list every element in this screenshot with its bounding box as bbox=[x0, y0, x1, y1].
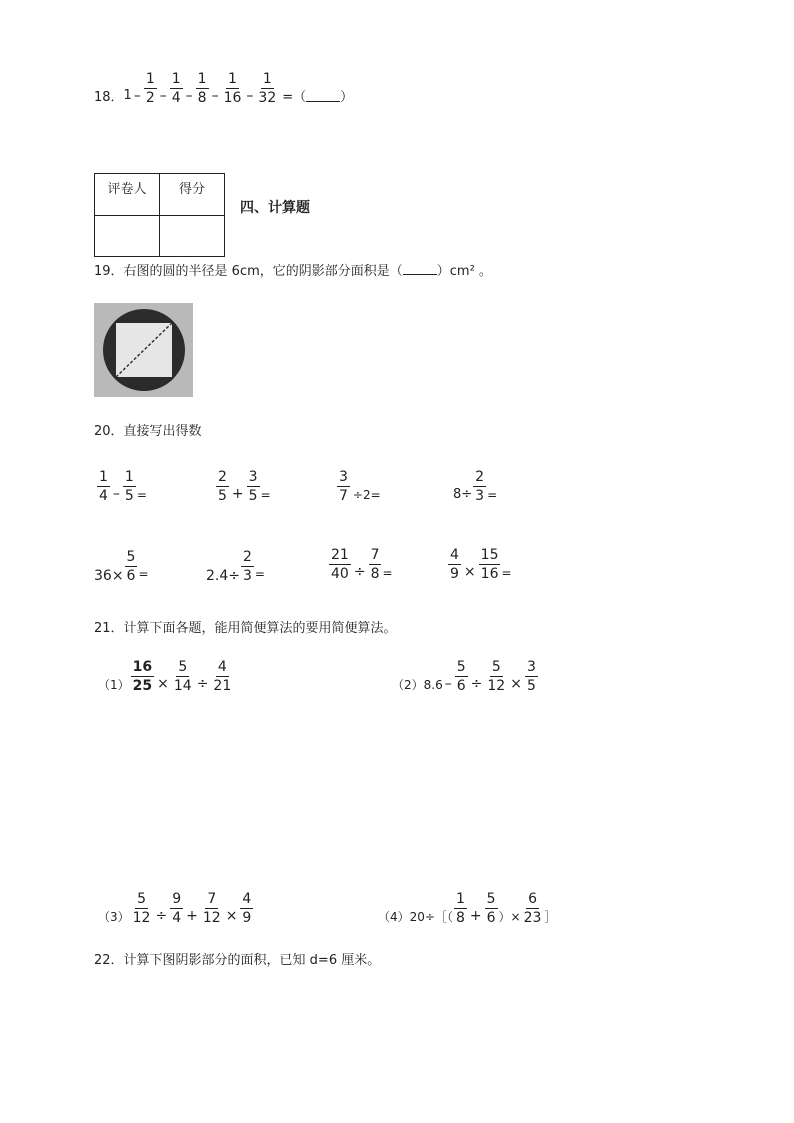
q20-item-1: $\frac{1}{4}$ – $\frac{1}{5}$ = bbox=[99, 469, 147, 504]
q20-item-7: $\frac{21}{40}$ ÷ $\frac{7}{8}$ = bbox=[331, 547, 393, 582]
q20-title: 20．直接写出得数 bbox=[94, 424, 202, 439]
q21-title: 21．计算下面各题，能用简便算法的要用简便算法。 bbox=[94, 621, 397, 636]
q19-figure bbox=[94, 303, 193, 397]
q18-tail: =（ bbox=[282, 90, 307, 105]
circle-square-figure bbox=[94, 303, 193, 397]
q18-number: 18． bbox=[94, 90, 124, 105]
grader-table bbox=[94, 173, 225, 257]
q20-item-5: 36× $\frac{5}{6}$ = bbox=[94, 548, 149, 584]
q20-item-4: 8÷ $\frac{2}{3}$ = bbox=[453, 469, 498, 504]
q19-question: 19．右图的圆的半径是 6cm，它的阴影部分面积是（ ）cm² 。 bbox=[94, 264, 492, 279]
q22-question: 22．计算下图阴影部分的面积，已知 d=6 厘米。 bbox=[94, 953, 381, 968]
grader-header-score: 得分 bbox=[160, 174, 225, 216]
q18-frac-2: $\frac{1}{4}$ bbox=[171, 71, 181, 106]
section4-title: 四、计算题 bbox=[240, 200, 310, 216]
grader-cell-score[interactable] bbox=[160, 216, 225, 257]
q18-frac-5: $\frac{1}{32}$ bbox=[258, 71, 277, 106]
q18-frac-1: $\frac{1}{2}$ bbox=[145, 71, 155, 106]
q18-lead: 1 bbox=[123, 88, 132, 103]
q18-answer-blank[interactable] bbox=[306, 89, 340, 102]
q18-minus: – bbox=[133, 87, 141, 104]
q20-item-8: $\frac{4}{9}$ × $\frac{15}{16}$ = bbox=[450, 547, 512, 582]
q21-part-4: （4）20÷［（ $\frac{1}{8}$ + $\frac{5}{6}$ ）× $\frac{6}{23}$ ］ bbox=[378, 891, 557, 926]
q21-part-1: （1） $\frac{16}{25}$ × $\frac{5}{14}$ ÷ $\frac{4}{21}$ bbox=[98, 659, 232, 694]
grader-header-reviewer: 评卷人 bbox=[95, 174, 160, 216]
q18-expression: 18． 1 – $\frac{1}{2}$ – $\frac{1}{4}$ – $\frac{1}{8}$ – $\frac{1}{16}$ – $\frac{1}{32}$ =（ ） bbox=[94, 71, 354, 106]
q21-part-3: （3） $\frac{5}{12}$ ÷ $\frac{9}{4}$ + $\frac{7}{12}$ × $\frac{4}{9}$ bbox=[98, 891, 252, 926]
q18-frac-3: $\frac{1}{8}$ bbox=[197, 71, 207, 106]
q20-item-3: $\frac{3}{7}$ ÷2= bbox=[339, 469, 381, 504]
q19-answer-blank[interactable] bbox=[403, 262, 437, 275]
q18-frac-4: $\frac{1}{16}$ bbox=[223, 71, 242, 106]
q21-part-2: （2）8.6 – $\frac{5}{6}$ ÷ $\frac{5}{12}$ × $\frac{3}{5}$ bbox=[392, 659, 536, 694]
q20-item-2: $\frac{2}{5}$ + $\frac{3}{5}$ = bbox=[218, 469, 271, 504]
grader-cell-reviewer[interactable] bbox=[95, 216, 160, 257]
q20-item-6: 2.4÷ $\frac{2}{3}$ = bbox=[206, 548, 265, 584]
